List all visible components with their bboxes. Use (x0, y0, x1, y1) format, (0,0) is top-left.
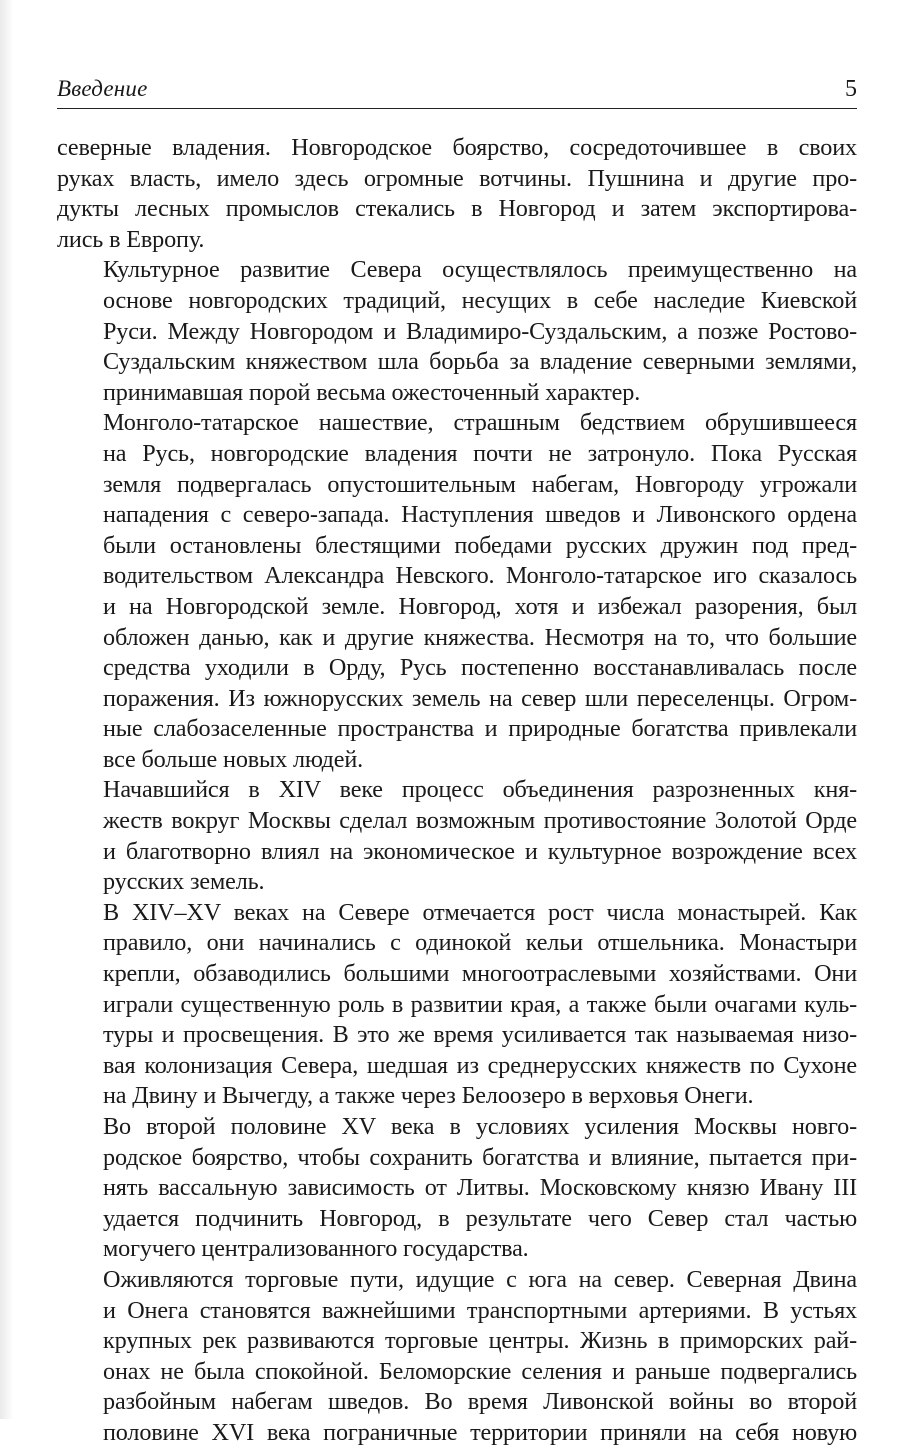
text-line: Оживляются торговые пути, идущие с юга на север. Северная Двина (103, 1265, 857, 1293)
text-line: поражения. Из южнорусских земель на север шли переселенцы. Огром- (103, 684, 857, 712)
paragraph (57, 133, 857, 255)
page-number: 5 (845, 76, 857, 102)
text-line: обложен данью, как и другие княжества. Несмотря на то, что большие (103, 623, 857, 651)
text-line: крепли, обзаводились большими многоотраслевыми хозяйствами. Они (103, 960, 857, 988)
text-line: вая колонизация Севера, шедшая из среднерусских княжеств по Сухоне (103, 1051, 857, 1079)
text-line: были остановлены блестящими победами русских дружин под пред- (103, 531, 857, 559)
text-line: крупных рек развиваются торговые центры. Жизнь в приморских рай- (103, 1327, 857, 1355)
paragraph (57, 255, 857, 408)
text-line: водительством Александра Невского. Монголо-татарское иго сказалось (103, 562, 857, 590)
text-line: лись в Европу. (57, 225, 205, 253)
paragraph (57, 1112, 857, 1265)
text-line: основе новгородских традиций, несущих в себе наследие Киевской (103, 286, 857, 314)
text-line: половине XVI века пограничные территории приняли на себя новую (103, 1418, 857, 1446)
paragraph (57, 1265, 857, 1449)
book-page (57, 76, 857, 1449)
text-line: на Русь, новгородские владения почти не затронуло. Пока Русская (103, 439, 857, 467)
text-line: играли существенную роль в развитии края, а также были очагами куль- (103, 990, 857, 1018)
text-line: удается подчинить Новгород, в результате чего Север стал частью (103, 1204, 857, 1232)
text-line: ные слабозаселенные пространства и природные богатства привлекали (103, 715, 857, 743)
text-line: В XIV–XV веках на Севере отмечается рост числа монастырей. Как (103, 898, 857, 926)
text-line: Начавшийся в XIV веке процесс объединения разрозненных кня- (103, 776, 857, 804)
text-line: правило, они начинались с одинокой кельи отшельника. Монастыри (103, 929, 857, 957)
text-line: и Онега становятся важнейшими транспортными артериями. В устьях (103, 1296, 857, 1324)
running-title: Введение (57, 76, 148, 101)
text-line: русских земель. (103, 868, 265, 896)
text-line: разбойным набегам шведов. Во время Ливонской войны во второй (103, 1388, 857, 1416)
paragraph (57, 898, 857, 1112)
text-line: онах не была спокойной. Беломорские селения и раньше подвергались (103, 1357, 857, 1385)
text-line: Монголо-татарское нашествие, страшным бедствием обрушившееся (103, 409, 857, 437)
text-line: дукты лесных промыслов стекались в Новгород и затем экспортирова- (57, 195, 857, 223)
text-line: нять вассальную зависимость от Литвы. Московскому князю Ивану III (103, 1174, 857, 1202)
text-line: Культурное развитие Севера осуществлялось преимущественно на (103, 256, 857, 284)
page-edge-shadow (0, 0, 14, 1419)
text-line: нападения с северо-запада. Наступления шведов и Ливонского ордена (103, 501, 857, 529)
text-line: туры и просвещения. В это же время усиливается так называемая низо- (103, 1021, 857, 1049)
text-line: Во второй половине XV века в условиях усиления Москвы новго- (103, 1113, 857, 1140)
text-line: жеств вокруг Москвы сделал возможным противостояние Золотой Орде (103, 807, 857, 835)
text-line: руках власть, имело здесь огромные вотчины. Пушнина и другие про- (57, 164, 857, 192)
text-line: принимавшая порой весьма ожесточенный характер. (103, 378, 641, 406)
text-line: Руси. Между Новгородом и Владимиро-Суздальским, а позже Ростово- (103, 317, 857, 345)
paragraph (57, 408, 857, 775)
text-line: родское боярство, чтобы сохранить богатства и влияние, пытается при- (103, 1143, 857, 1171)
text-line: Суздальским княжеством шла борьба за владение северными землями, (103, 348, 857, 376)
text-line: на Двину и Вычегду, а также через Белоозеро в верховья Онеги. (103, 1082, 754, 1110)
text-line: северные владения. Новгородское боярство, сосредоточившее в своих (57, 134, 857, 161)
text-line: средства уходили в Орду, Русь постепенно восстанавливалась после (103, 654, 857, 682)
running-head (57, 76, 857, 109)
body-text (57, 133, 857, 1449)
text-line: земля подвергалась опустошительным набегам, Новгороду угрожали (103, 470, 857, 498)
text-line: и благотворно влиял на экономическое и культурное возрождение всех (103, 837, 857, 865)
text-line: все больше новых людей. (103, 745, 364, 773)
text-line: могучего централизованного государства. (103, 1235, 529, 1263)
paragraph (57, 775, 857, 897)
text-line: и на Новгородской земле. Новгород, хотя и избежал разорения, был (103, 592, 857, 620)
